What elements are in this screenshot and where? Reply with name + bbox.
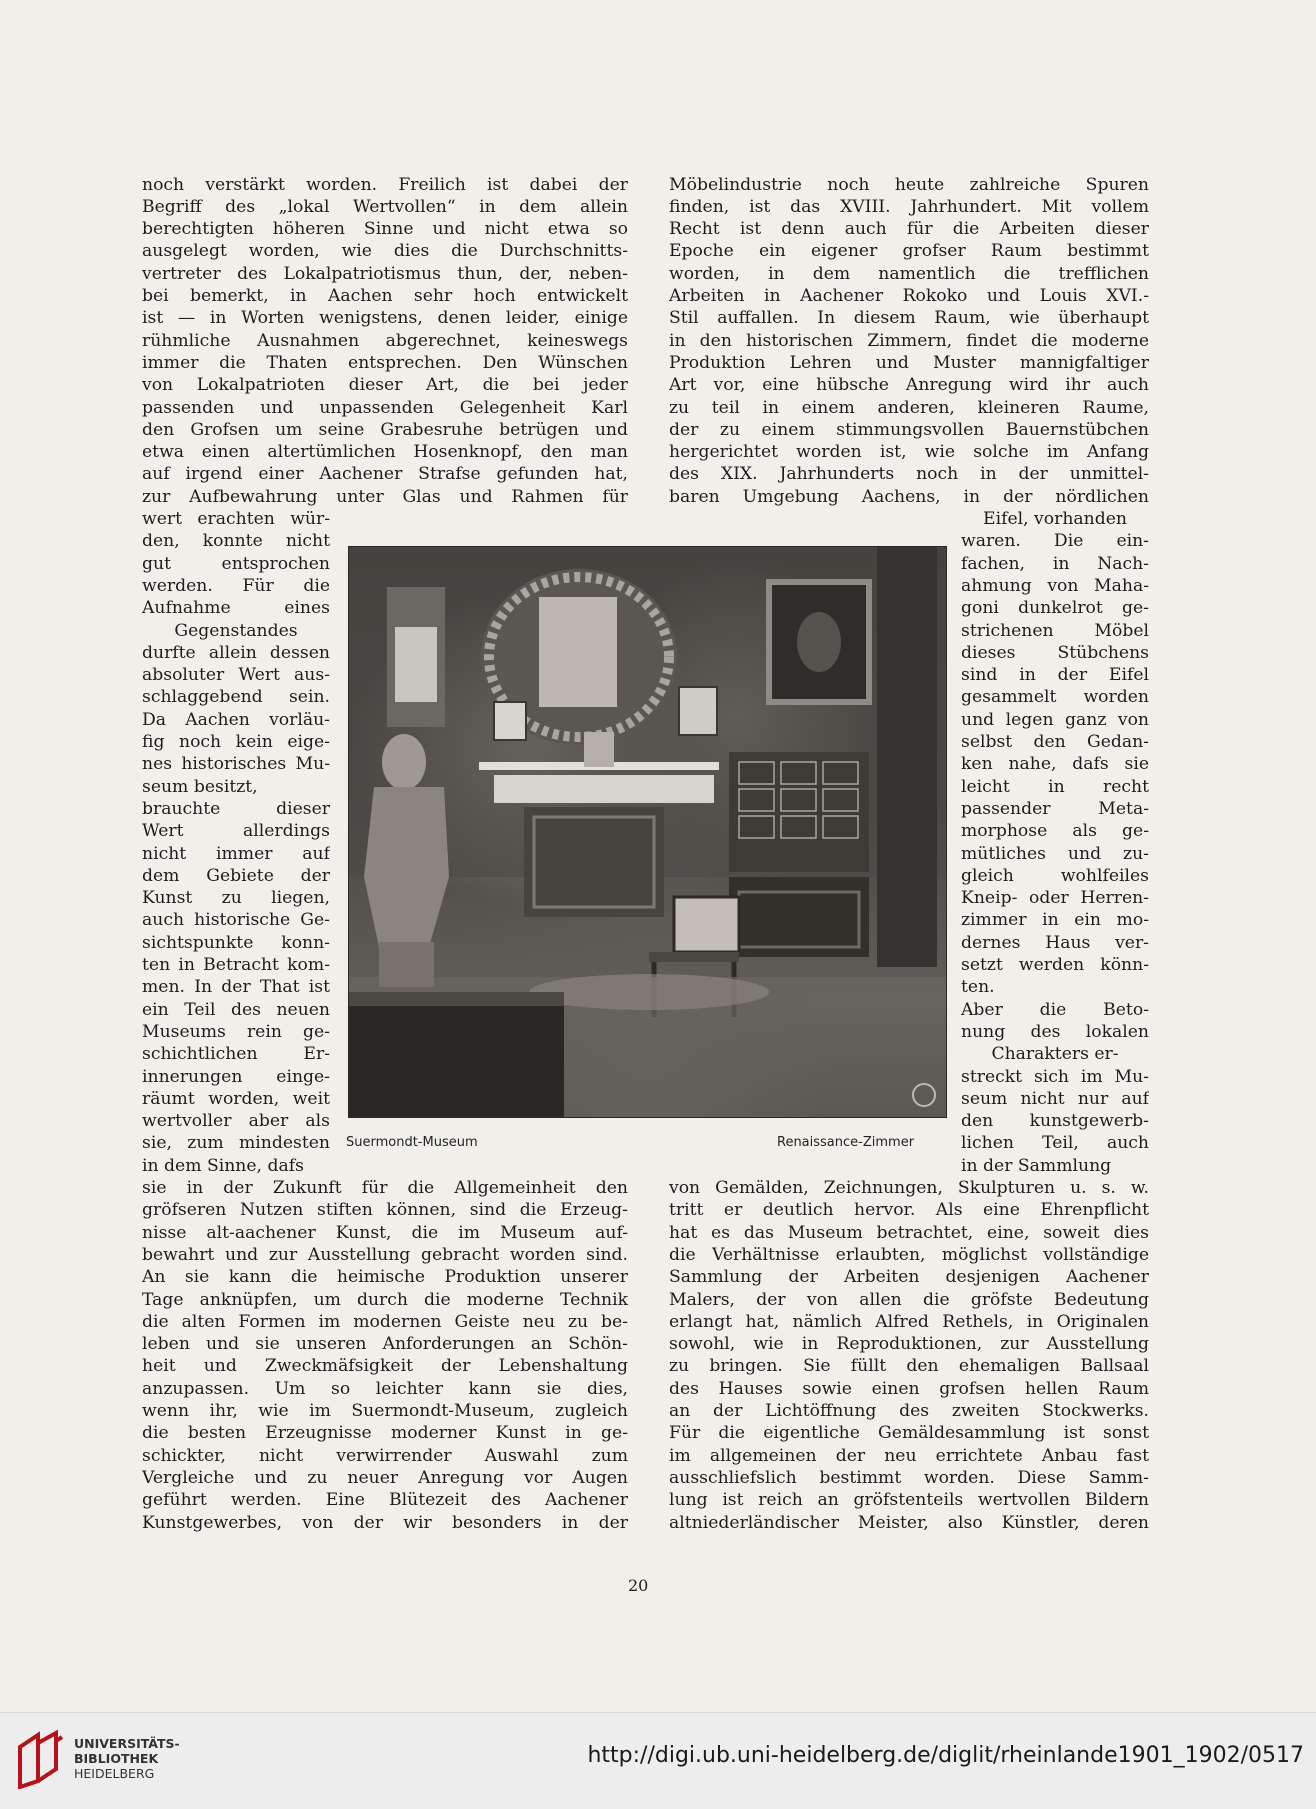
text-line: hat es das Museum betrachtet, eine, soweit dies: [669, 1222, 1149, 1243]
text-line: zimmer in ein mo-: [961, 910, 1149, 931]
text-line: Vergleiche und zu neuer Anregung vor Augen: [142, 1467, 628, 1488]
text-line: sichtspunkte konn-: [142, 932, 330, 953]
permalink-url[interactable]: http://digi.ub.uni-heidelberg.de/diglit/rheinlande1901_1902/0517: [587, 1743, 1304, 1768]
text-line: Stil auffallen. In diesem Raum, wie überhaupt: [669, 308, 1149, 329]
library-name: [74, 1736, 180, 1781]
text-line: anzupassen. Um so leichter kann sie dies,: [142, 1378, 628, 1399]
text-line: men. In der That ist: [142, 977, 330, 998]
text-line: Aufnahme eines: [142, 598, 330, 619]
text-line: immer die Thaten entsprechen. Den Wünschen: [142, 352, 628, 373]
text-line: leben und sie unseren Anforderungen an Schön-: [142, 1334, 628, 1355]
text-line: den Grofsen um seine Grabesruhe betrügen und: [142, 419, 628, 440]
text-line: Museums rein ge-: [142, 1021, 330, 1042]
text-line: hergerichtet worden ist, wie solche im Anfang: [669, 442, 1149, 463]
text-line: Arbeiten in Aachener Rokoko und Louis XVI.-: [669, 286, 1149, 306]
text-line: die alten Formen im modernen Geiste neu zu be-: [142, 1311, 628, 1332]
text-line: Malers, der von allen die gröfste Bedeutung: [669, 1289, 1149, 1310]
text-line: von Lokalpatrioten dieser Art, die bei jeder: [142, 375, 628, 396]
text-line: des XIX. Jahrhunderts noch in der unmittel-: [669, 464, 1149, 485]
text-line: auf irgend einer Aachener Strafse gefunden hat,: [142, 464, 628, 485]
text-line: streckt sich im Mu-: [961, 1066, 1149, 1087]
text-line: baren Umgebung Aachens, in der nördlichen: [669, 486, 1149, 507]
logo-line-3: HEIDELBERG: [74, 1766, 155, 1781]
text-line: mütliches und zu-: [961, 843, 1149, 864]
text-line: den, konnte nicht: [142, 531, 330, 552]
text-line: selbst den Gedan-: [961, 732, 1149, 752]
text-line: Epoche ein eigener grofser Raum bestimmt: [669, 241, 1149, 262]
text-line: gröfseren Nutzen stiften können, sind die Erzeug-: [142, 1200, 628, 1221]
text-line: vertreter des Lokalpatriotismus thun, der, neben-: [142, 263, 628, 284]
text-line: in der Sammlung: [961, 1155, 1112, 1176]
text-line: räumt worden, weit: [142, 1088, 330, 1109]
text-line: dernes Haus ver-: [961, 932, 1149, 953]
text-line: seum besitzt,: [142, 776, 258, 797]
text-line: berechtigten höheren Sinne und nicht etwa so: [142, 219, 628, 240]
text-line: Für die eigentliche Gemäldesammlung ist sonst: [669, 1423, 1149, 1444]
text-line: Tage anknüpfen, um durch die moderne Technik: [142, 1289, 628, 1310]
text-line: waren. Die ein-: [961, 531, 1149, 552]
text-line: in den historischen Zimmern, findet die moderne: [669, 330, 1149, 351]
text-line: und legen ganz von: [961, 709, 1149, 730]
logo-line-2: BIBLIOTHEK: [74, 1751, 159, 1766]
text-line: Charakters er-: [991, 1044, 1119, 1065]
text-line: die Verhältnisse erlaubten, möglichst vollständige: [669, 1244, 1149, 1265]
text-line: bei bemerkt, in Aachen sehr hoch entwickelt: [142, 286, 628, 306]
text-line: setzt werden könn-: [961, 955, 1149, 975]
text-line: strichenen Möbel: [961, 620, 1149, 641]
text-line: Kunstgewerbes, von der wir besonders in der: [142, 1512, 628, 1533]
text-line: dieses Stübchens: [961, 642, 1149, 663]
text-line: gleich wohlfeiles: [961, 865, 1149, 886]
text-line: ausschliefslich bestimmt worden. Diese Samm-: [669, 1467, 1149, 1488]
text-line: schickter, nicht verwirrender Auswahl zum: [142, 1445, 628, 1466]
text-line: schichtlichen Er-: [142, 1044, 330, 1065]
text-line: Kunst zu liegen,: [142, 888, 330, 909]
text-line: etwa einen altertümlichen Hosenknopf, den man: [142, 442, 628, 463]
text-line: erlangt hat, nämlich Alfred Rethels, in Originalen: [669, 1311, 1149, 1332]
text-line: den kunstgewerb-: [961, 1111, 1149, 1132]
text-line: geführt werden. Eine Blütezeit des Aachener: [142, 1490, 628, 1511]
text-line: ausgelegt worden, wie dies die Durchschnitts-: [142, 241, 628, 262]
text-line: ken nahe, dafs sie: [961, 754, 1149, 775]
text-line: nes historisches Mu-: [142, 754, 330, 775]
logo-line-1: UNIVERSITÄTS-: [74, 1736, 180, 1751]
text-line: der zu einem stimmungsvollen Bauernstübchen: [669, 419, 1149, 440]
text-line: des Hauses sowie einen grofsen hellen Raum: [669, 1378, 1149, 1399]
text-line: ahmung von Maha-: [961, 575, 1149, 596]
text-line: innerungen einge-: [142, 1066, 330, 1087]
text-line: Wert allerdings: [142, 821, 330, 842]
text-line: nisse alt-aachener Kunst, die im Museum auf-: [142, 1222, 628, 1243]
text-line: dem Gebiete der: [142, 865, 330, 886]
text-line: morphose als ge-: [961, 821, 1149, 842]
text-line: tritt er deutlich hervor. Als eine Ehrenpflicht: [669, 1200, 1149, 1221]
university-library-logo-icon: [14, 1729, 66, 1793]
text-line: wert erachten wür-: [142, 509, 330, 529]
text-line: in dem Sinne, dafs: [142, 1155, 304, 1176]
text-line: goni dunkelrot ge-: [961, 598, 1149, 619]
footer-bar: [0, 1712, 1316, 1809]
caption-left: Suermondt-Museum: [346, 1135, 478, 1150]
text-line: sie in der Zukunft für die Allgemeinheit den: [142, 1178, 628, 1198]
text-line: An sie kann die heimische Produktion unserer: [142, 1267, 628, 1288]
text-line: zu bringen. Sie füllt den ehemaligen Ballsaal: [669, 1356, 1149, 1377]
text-line: Recht ist denn auch für die Arbeiten dieser: [669, 219, 1149, 240]
text-line: lichen Teil, auch: [961, 1133, 1149, 1154]
text-line: finden, ist das XVIII. Jahrhundert. Mit vollem: [669, 196, 1149, 217]
text-line: sowohl, wie in Reproduktionen, zur Ausstellung: [669, 1334, 1149, 1355]
text-line: worden, in dem namentlich die trefflichen: [669, 263, 1149, 284]
text-line: lung ist reich an gröfstenteils wertvollen Bildern: [669, 1490, 1149, 1511]
text-line: die besten Erzeugnisse moderner Kunst in ge-: [142, 1423, 628, 1444]
text-line: ein Teil des neuen: [142, 999, 330, 1020]
text-line: Aber die Beto-: [961, 999, 1149, 1020]
text-line: fig noch kein eige-: [142, 732, 330, 752]
text-line: durfte allein dessen: [142, 642, 330, 663]
caption-right: Renaissance-Zimmer: [777, 1135, 915, 1150]
text-line: Produktion Lehren und Muster mannigfaltiger: [669, 352, 1149, 373]
text-line: Kneip- oder Herren-: [961, 888, 1149, 909]
text-line: ten in Betracht kom-: [142, 955, 330, 975]
text-line: im allgemeinen der neu errichtete Anbau fast: [669, 1445, 1149, 1466]
renaissance-room-photo: [348, 546, 947, 1118]
photo-illustration: [349, 547, 946, 1117]
text-line: passenden und unpassenden Gelegenheit Karl: [142, 397, 628, 418]
text-line: passender Meta-: [961, 798, 1149, 819]
text-line: Möbelindustrie noch heute zahlreiche Spuren: [669, 174, 1149, 195]
text-line: fachen, in Nach-: [961, 553, 1149, 574]
text-line: brauchte dieser: [142, 798, 330, 819]
text-line: zur Aufbewahrung unter Glas und Rahmen für: [142, 486, 628, 507]
text-line: werden. Für die: [142, 575, 330, 596]
text-line: nung des lokalen: [961, 1021, 1149, 1042]
text-line: gut entsprochen: [142, 553, 330, 574]
text-line: wenn ihr, wie im Suermondt-Museum, zugleich: [142, 1401, 628, 1421]
text-line: von Gemälden, Zeichnungen, Skulpturen u. s. w.: [669, 1178, 1149, 1198]
text-line: zu teil in einem anderen, kleineren Raume,: [669, 397, 1149, 418]
text-line: seum nicht nur auf: [961, 1088, 1149, 1109]
page-number: 20: [628, 1576, 649, 1595]
text-line: absoluter Wert aus-: [142, 665, 330, 686]
text-line: rühmliche Ausnahmen abgerechnet, keineswegs: [142, 330, 628, 351]
text-line: Gegenstandes: [174, 620, 298, 641]
text-line: sind in der Eifel: [961, 665, 1149, 686]
text-line: Eifel, vorhanden: [983, 509, 1127, 529]
text-line: heit und Zweckmäfsigkeit der Lebenshaltung: [142, 1356, 628, 1377]
text-line: wertvoller aber als: [142, 1111, 330, 1132]
text-line: leicht in recht: [961, 776, 1149, 797]
text-line: Sammlung der Arbeiten desjenigen Aachener: [669, 1267, 1149, 1288]
text-line: bewahrt und zur Ausstellung gebracht worden sind.: [142, 1244, 628, 1265]
text-line: ist — in Worten wenigstens, denen leider, einige: [142, 308, 628, 329]
text-line: Da Aachen vorläu-: [142, 709, 330, 730]
text-line: Art vor, eine hübsche Anregung wird ihr auch: [669, 375, 1149, 396]
text-line: Begriff des „lokal Wertvollen“ in dem allein: [142, 196, 628, 217]
text-line: sie, zum mindesten: [142, 1133, 330, 1154]
text-line: auch historische Ge-: [142, 910, 330, 931]
text-line: schlaggebend sein.: [142, 687, 330, 708]
text-line: gesammelt worden: [961, 687, 1149, 708]
text-line: an der Lichtöffnung des zweiten Stockwerks.: [669, 1401, 1149, 1421]
text-line: ten.: [961, 977, 995, 998]
text-line: nicht immer auf: [142, 843, 330, 864]
text-line: altniederländischer Meister, also Künstler, deren: [669, 1512, 1149, 1533]
text-line: noch verstärkt worden. Freilich ist dabei der: [142, 174, 628, 195]
